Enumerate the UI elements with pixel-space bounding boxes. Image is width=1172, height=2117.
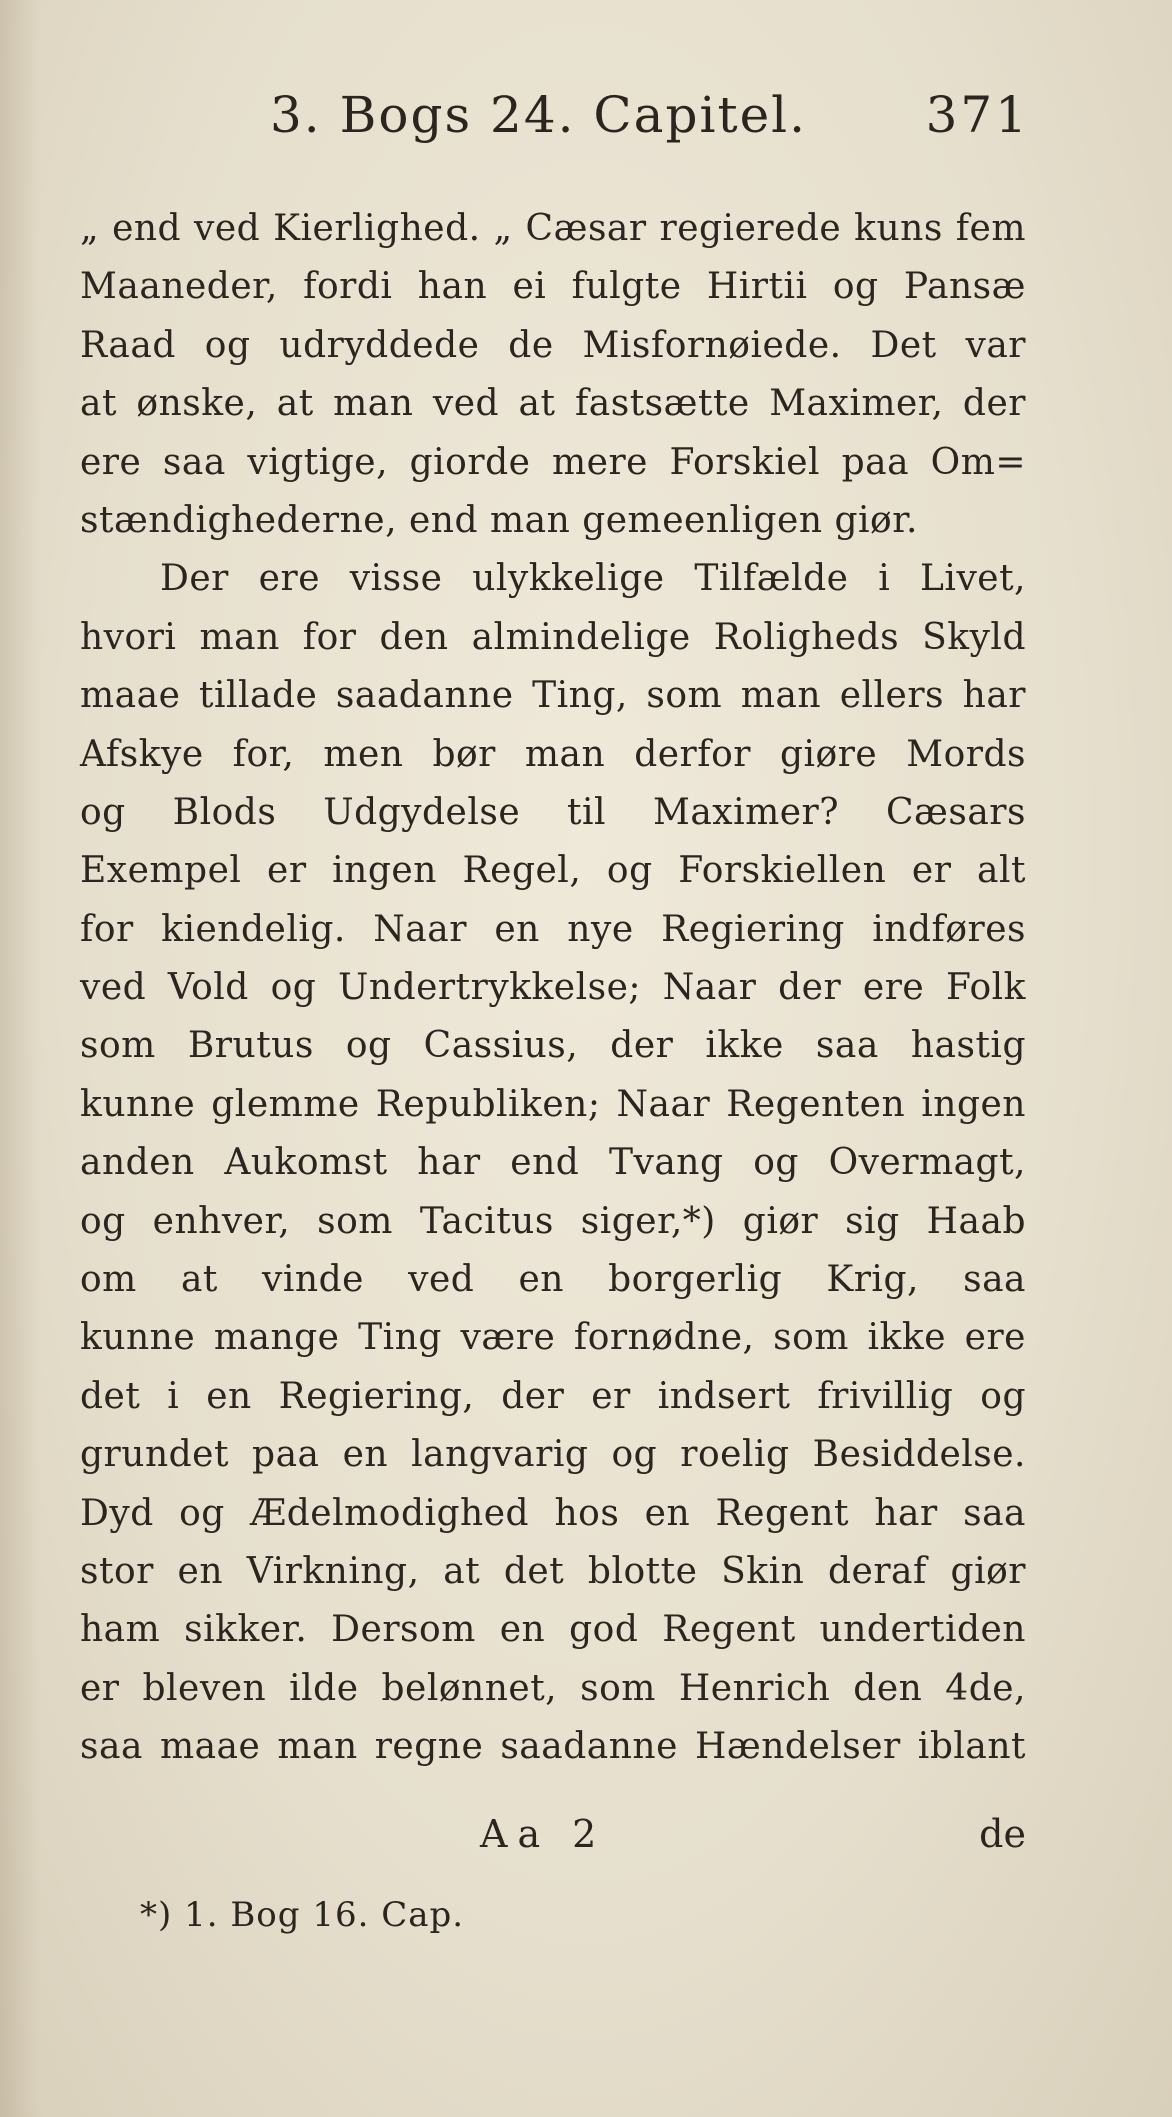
text-line: saa maae man regne saadanne Hændelser iblant xyxy=(80,1726,1026,1768)
text-line: „ end ved Kierlighed. „ Cæsar regierede kuns fem xyxy=(80,208,1026,249)
text-line: maae tillade saadanne Ting, som man ellers har xyxy=(80,675,1026,717)
text-line: ham sikker. Dersom en god Regent undertiden xyxy=(80,1609,1026,1651)
text-line: om at vinde ved en borgerlig Krig, saa xyxy=(80,1259,1026,1301)
text-line: grundet paa en langvarig og roelig Besiddelse. xyxy=(80,1434,1026,1476)
text-line: Der ere visse ulykkelige Tilfælde i Livet, xyxy=(160,558,1026,600)
text-line: hvori man for den almindelige Roligheds Skyld xyxy=(80,616,1026,658)
text-line: er bleven ilde belønnet, som Henrich den 4de, xyxy=(80,1667,1026,1709)
text-line: Exempel er ingen Regel, og Forskiellen er alt xyxy=(80,850,1026,892)
text-line: og Blods Udgydelse til Maximer? Cæsars xyxy=(80,791,1026,833)
chapter-heading: 3. Bogs 24. Capitel. xyxy=(270,86,808,144)
footnote: *) 1. Bog 16. Cap. xyxy=(140,1895,465,1935)
text-line: kunne mange Ting være fornødne, som ikke ere xyxy=(80,1317,1026,1359)
signature-row xyxy=(80,1812,1026,1870)
text-line: og enhver, som Tacitus siger,*) giør sig Haab xyxy=(80,1200,1026,1242)
text-line: stændighederne, end man gemeenligen giør. xyxy=(80,499,918,541)
body-text xyxy=(80,200,1026,1777)
text-line: Maaneder, fordi han ei fulgte Hirtii og Pansæ xyxy=(80,266,1026,308)
text-line: ere saa vigtige, giorde mere Forskiel paa Om= xyxy=(80,441,1026,483)
text-line: stor en Virkning, at det blotte Skin deraf giør xyxy=(80,1550,1026,1592)
page-number: 371 xyxy=(925,86,1030,144)
signature-mark: Aa 2 xyxy=(480,1812,607,1856)
text-line: som Brutus og Cassius, der ikke saa hastig xyxy=(80,1025,1026,1067)
text-line: at ønske, at man ved at fastsætte Maximer, der xyxy=(80,383,1026,425)
text-line: kunne glemme Republiken; Naar Regenten ingen xyxy=(80,1083,1026,1125)
text-line: Afskye for, men bør man derfor giøre Mords xyxy=(80,733,1026,775)
running-head xyxy=(270,86,1030,156)
text-line: det i en Regiering, der er indsert frivillig og xyxy=(80,1375,1026,1417)
text-line: ved Vold og Undertrykkelse; Naar der ere Folk xyxy=(80,967,1026,1009)
text-line: Raad og udryddede de Misfornøiede. Det var xyxy=(80,324,1026,366)
text-line: Dyd og Ædelmodighed hos en Regent har saa xyxy=(80,1492,1026,1534)
text-line: for kiendelig. Naar en nye Regiering indføres xyxy=(80,908,1026,950)
catchword: de xyxy=(979,1812,1026,1856)
text-line: anden Aukomst har end Tvang og Overmagt, xyxy=(80,1142,1026,1184)
